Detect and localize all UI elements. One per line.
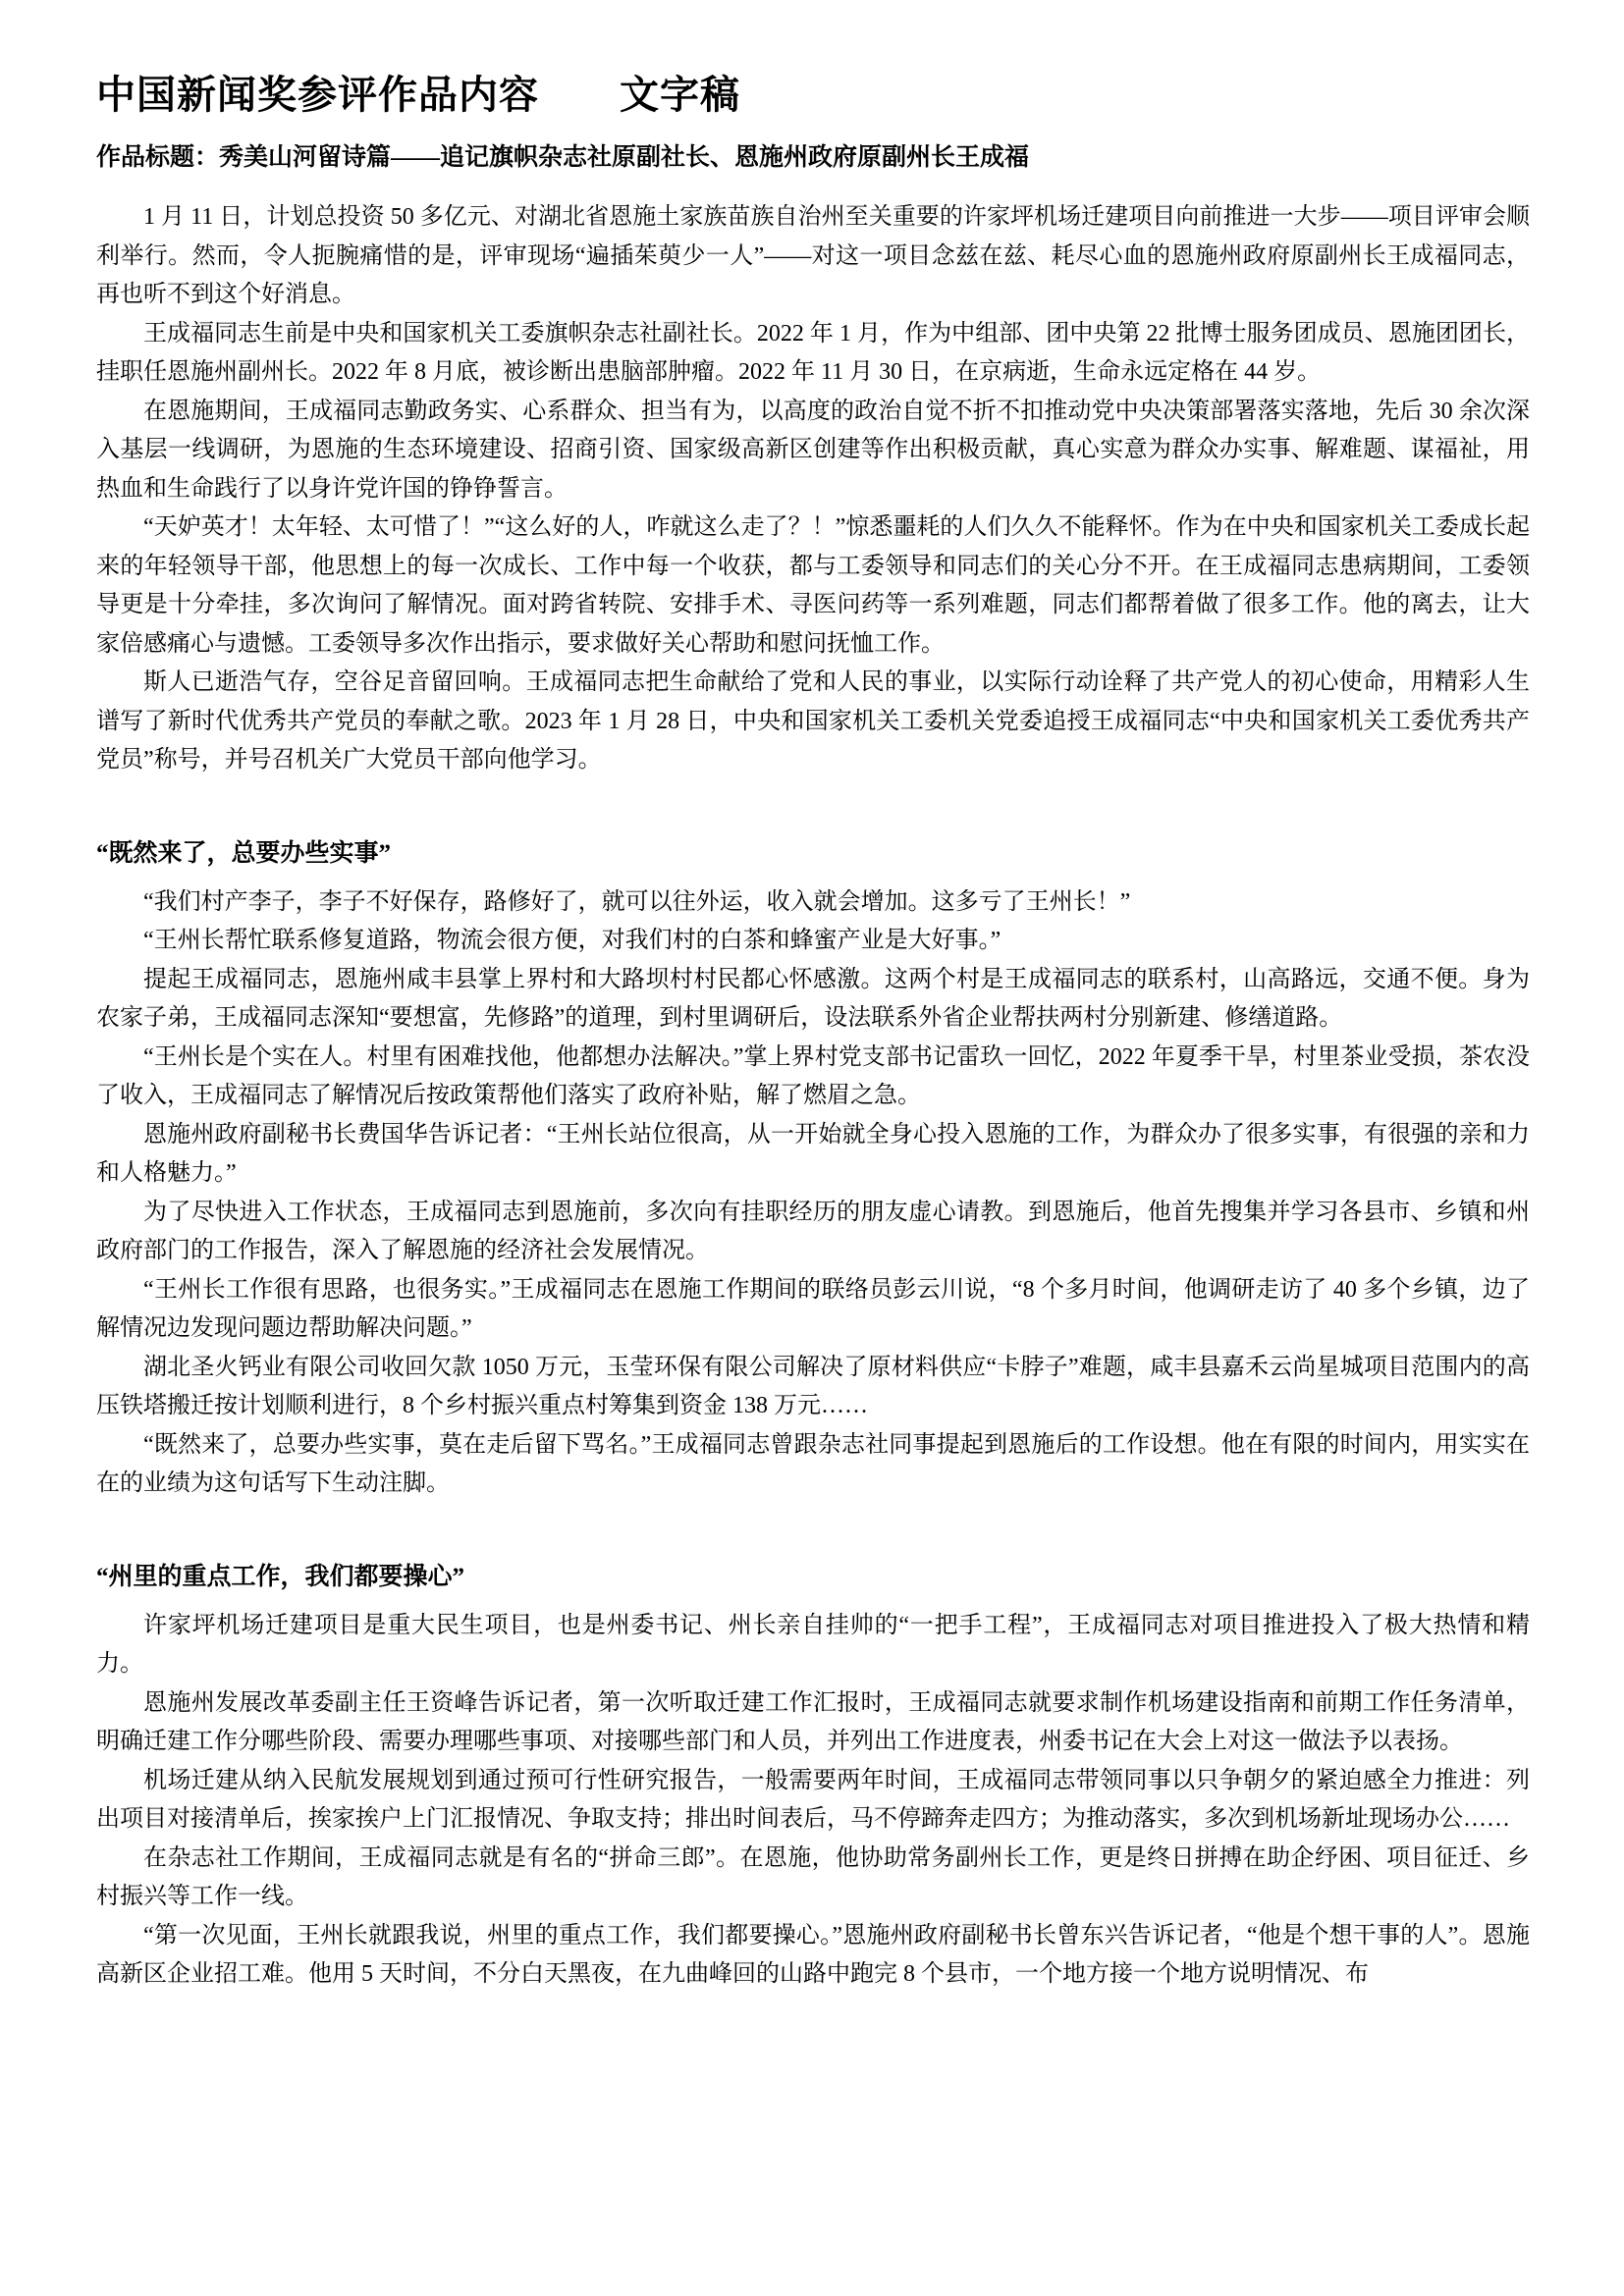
intro-paragraph: 在恩施期间，王成福同志勤政务实、心系群众、担当有为，以高度的政治自觉不折不扣推动党中央决策部署落实落地，先后 30 余次深入基层一线调研，为恩施的生态环境建设、招商引资、国家级高新区创建等作出积极贡献，真心实意为群众办实事、解难题、谋福祉，用热血和生命践行了以身许党许国的铮铮誓言。 xyxy=(96,398,1530,502)
intro-paragraph: 斯人已逝浩气存，空谷足音留回响。王成福同志把生命献给了党和人民的事业，以实际行动诠释了共产党人的初心使命，用精彩人生谱写了新时代优秀共产党员的奉献之歌。2023 年 1 月 28 日，中央和国家机关工委机关党委追授王成福同志“中央和国家机关工委优秀共产党员”称号，并号召机关广大党员干部向他学习。 xyxy=(96,669,1530,773)
section-heading-1: “既然来了，总要办些实事” xyxy=(96,839,392,867)
intro-paragraph: 王成福同志生前是中央和国家机关工委旗帜杂志社副社长。2022 年 1 月，作为中组部、团中央第 22 批博士服务团成员、恩施团团长，挂职任恩施州副州长。2022 年 8 月底，被诊断出患脑部肿瘤。2022 年 11 月 30 日，在京病逝，生命永远定格在 44 岁。 xyxy=(96,320,1530,385)
section1-paragraph: “我们村产李子，李子不好保存，路修好了，就可以往外运，收入就会增加。这多亏了王州长！” xyxy=(143,888,1131,915)
section2-paragraph: “第一次见面，王州长就跟我说，州里的重点工作，我们都要操心。”恩施州政府副秘书长曾东兴告诉记者，“他是个想干事的人”。恩施高新区企业招工难。他用 5 天时间，不分白天黑夜，在九曲峰回的山路中跑完 8 个县市，一个地方接一个地方说明情况、布 xyxy=(96,1922,1530,1987)
section2-paragraph: 机场迁建从纳入民航发展规划到通过预可行性研究报告，一般需要两年时间，王成福同志带领同事以只争朝夕的紧迫感全力推进：列出项目对接清单后，挨家挨户上门汇报情况、争取支持；排出时间表后，马不停蹄奔走四方；为推动落实，多次到机场新址现场办公…… xyxy=(96,1767,1530,1832)
section1-paragraph: “王州长是个实在人。村里有困难找他，他都想办法解决。”掌上界村党支部书记雷玖一回忆，2022 年夏季干旱，村里茶业受损，茶农没了收入，王成福同志了解情况后按政策帮他们落实了政府补贴，解了燃眉之急。 xyxy=(96,1043,1530,1108)
section1-paragraph: “既然来了，总要办些实事，莫在走后留下骂名。”王成福同志曾跟杂志社同事提起到恩施后的工作设想。他在有限的时间内，用实实在在的业绩为这句话写下生动注脚。 xyxy=(96,1431,1530,1496)
section1-paragraph: “王州长工作很有思路，也很务实。”王成福同志在恩施工作期间的联络员彭云川说，“8 个多月时间，他调研走访了 40 多个乡镇，边了解情况边发现问题边帮助解决问题。” xyxy=(96,1276,1530,1341)
document-title: 中国新闻奖参评作品内容 文字稿 xyxy=(96,73,740,117)
intro-paragraph: 1 月 11 日，计划总投资 50 多亿元、对湖北省恩施土家族苗族自治州至关重要的许家坪机场迁建项目向前推进一大步——项目评审会顺利举行。然而，令人扼腕痛惜的是，评审现场“遍插茱萸少一人”——对这一项目念兹在兹、耗尽心血的恩施州政府原副州长王成福同志，再也听不到这个好消息。 xyxy=(96,204,1530,307)
section1-paragraph: 恩施州政府副秘书长费国华告诉记者：“王州长站位很高，从一开始就全身心投入恩施的工作，为群众办了很多实事，有很强的亲和力和人格魅力。” xyxy=(96,1121,1530,1186)
section2-paragraph: 许家坪机场迁建项目是重大民生项目，也是州委书记、州长亲自挂帅的“一把手工程”，王成福同志对项目推进投入了极大热情和精力。 xyxy=(96,1612,1530,1677)
section1-paragraph: “王州长帮忙联系修复道路，物流会很方便，对我们村的白茶和蜂蜜产业是大好事。” xyxy=(143,928,1001,953)
section1-paragraph: 提起王成福同志，恩施州咸丰县掌上界村和大路坝村村民都心怀感激。这两个村是王成福同志的联系村，山高路远，交通不便。身为农家子弟，王成福同志深知“要想富，先修路”的道理，到村里调研后，设法联系外省企业帮扶两村分别新建、修缮道路。 xyxy=(96,966,1530,1031)
section-heading-2: “州里的重点工作，我们都要操心” xyxy=(96,1563,465,1590)
intro-paragraph: “天妒英才！太年轻、太可惜了！”“这么好的人，咋就这么走了？！”惊悉噩耗的人们久久不能释怀。作为在中央和国家机关工委成长起来的年轻领导干部，他思想上的每一次成长、工作中每一个收获，都与工委领导和同志们的关心分不开。在王成福同志患病期间，工委领导更是十分牵挂，多次询问了解情况。面对跨省转院、安排手术、寻医问药等一系列难题，同志们都帮着做了很多工作。他的离去，让大家倍感痛心与遗憾。工委领导多次作出指示，要求做好关心帮助和慰问抚恤工作。 xyxy=(96,514,1530,657)
section2-paragraph: 恩施州发展改革委副主任王资峰告诉记者，第一次听取迁建工作汇报时，王成福同志就要求制作机场建设指南和前期工作任务清单，明确迁建工作分哪些阶段、需要办理哪些事项、对接哪些部门和人员，并列出工作进度表，州委书记在大会上对这一做法予以表扬。 xyxy=(96,1689,1530,1754)
section2-paragraph: 在杂志社工作期间，王成福同志就是有名的“拼命三郎”。在恩施，他协助常务副州长工作，更是终日拼搏在助企纾困、项目征迁、乡村振兴等工作一线。 xyxy=(96,1844,1530,1909)
work-title-line: 作品标题：秀美山河留诗篇——追记旗帜杂志社原副社长、恩施州政府原副州长王成福 xyxy=(96,144,1030,171)
section1-paragraph: 为了尽快进入工作状态，王成福同志到恩施前，多次向有挂职经历的朋友虚心请教。到恩施后，他首先搜集并学习各县市、乡镇和州政府部门的工作报告，深入了解恩施的经济社会发展情况。 xyxy=(96,1199,1530,1263)
section1-paragraph: 湖北圣火钙业有限公司收回欠款 1050 万元，玉莹环保有限公司解决了原材料供应“卡脖子”难题，咸丰县嘉禾云尚星城项目范围内的高压铁塔搬迁按计划顺利进行，8 个乡村振兴重点村筹集到资金 138 万元…… xyxy=(96,1354,1530,1418)
